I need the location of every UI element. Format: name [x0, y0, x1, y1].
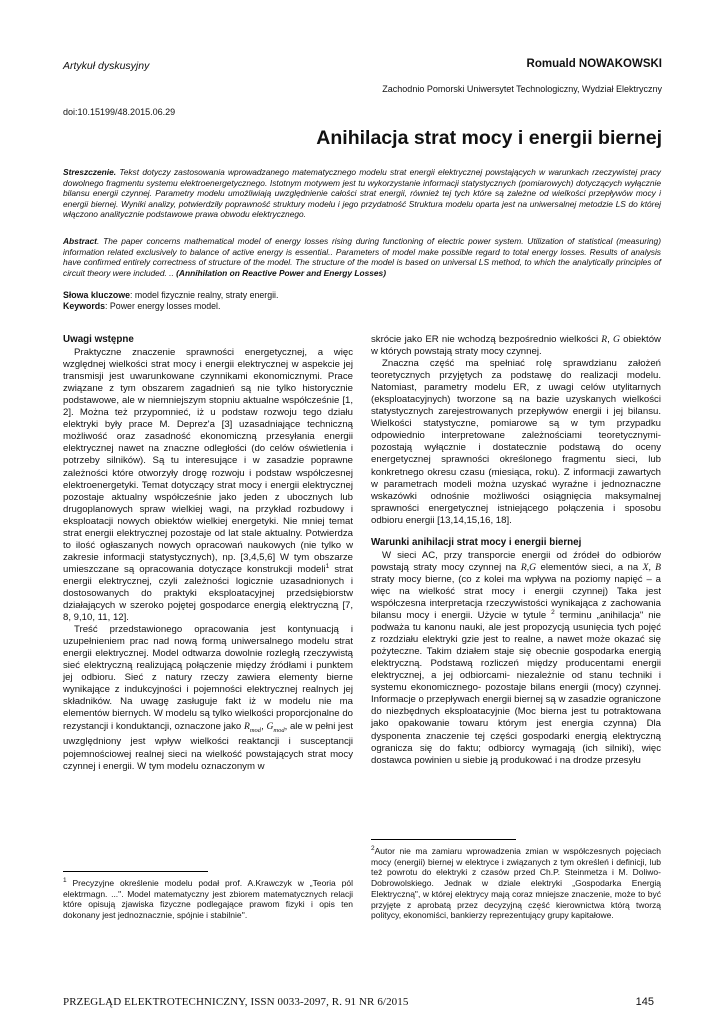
g-mod-symbol: $G_{mod}$: [266, 720, 285, 734]
keywords-en: [63, 301, 661, 313]
author-name: Romuald NOWAKOWSKI: [526, 58, 662, 70]
keywords-pl-label: Słowa kluczowe: [63, 290, 130, 300]
right-paragraph-2: W sieci AC, przy transporcie energii od źródeł do odbiorów powstają straty mocy czynnej na R,G elementów sieci, a na X, B straty mocy bierne, (co z kolei ma wpływa na poziomy napięć – a więc na wielkość strat mocy i energii czynnej) Taka jest współczesna interpretacja rzeczywistości wynikająca z zachowania bilansu mocy i energii. Użycie w tytule $^2$ terminu „anihilacja" nie podważa tu kanonu nauki, ale jest propozycją usunięcia tych pojęć z rozdziału elektryki gzie jest to realne, a nawet może okazać się pożyteczne. Takim działem staje się obecnie gospodarka energią elektryczną. Podstawą rozliczeń między producentami energii elektrycznej, a jej odbiorcami- niezależnie od stanu techniki i systemu ekonomicznego- pozostaje bilans energii (mocy) czynnej. Informacje o przepływach energii biernej są w zasadzie ograniczone do niezbędnych eksploatacyjnie (Moc bierna jest tu potraktowana jako opakowanie towaru którym jest energia czynna) Dla dysponenta znaczenie tej części gospodarki energią elektryczną ogranicza się do faktu; odbiorcy wymagają (ich silniki), więc dostawca powinien u siebie ją produkować i na drodze przesyłu: [371, 549, 661, 766]
journal-footer: PRZEGLĄD ELEKTROTECHNICZNY, ISSN 0033-2097, R. 91 NR 6/2015: [63, 996, 409, 1008]
intro-paragraph-1: Praktyczne znaczenie sprawności energetycznej, a więc względnej wielkości strat mocy i energii elektrycznej w aspekcie jej transmisji jest uwarunkowane czynnikami ekonomicznymi. Prace związane z tym obszarem zagadnień są nie tylko historycznie podstawowe, ale w niemniejszym stopniu aktualne współcześnie [1, 2]. Można też przypomnieć, iż u podstaw rozwoju tego działu elektryki były prace M. Deprez'a [3] uzasadniające techniczną możliwość oraz zasadność ekonomiczną przesyłania energii elektrycznej nawet na znaczne odległości (do celów oświetlenia i potrzeby silników). Są tu interesujące i w zasadzie poprawne zależności które otworzyły drogę rozwoju i podstaw współczesnej elektroenergetyki. Temat dotyczący strat mocy i energii elektrycznej pozostaje aktualny współcześnie jako jeden z ubocznych lub drugoplanowych spraw wielkiej wagi, na przykład rozbudowy i eksploatacji nowych obiektów wielkiej energetyki. Nie mniej temat strat energii elektrycznej pozostaje od lat stale aktualny. Potwierdza to ilość ogłaszanych nowych opracowań naukowych (nie tylko w zakresie informacji statystycznych), np. [3,4,5,6] W tym obszarze umieszczane są opracowania dotyczące konstrukcji modeli$^1$ strat energii elektrycznej, czyli zależności logicznie uzasadnionych i dostosowanych do praktyki eksploatacyjnej przedsiębiorstw działających w szeroko pojętej gospodarce energią elektryczną [7, 8, 9,10, 11, 12].: [63, 347, 354, 624]
footnote-ref-1: 1: [325, 562, 330, 570]
footnote-1-number: 1: [63, 877, 67, 885]
abstract-en-label: Abstract: [63, 236, 97, 246]
r-mod-symbol: $R_{mod}$: [243, 720, 262, 734]
section-heading-intro: Uwagi wstępne: [63, 334, 134, 345]
footnote-rule-left: [63, 871, 208, 872]
doi: doi:10.15199/48.2015.06.29: [63, 107, 176, 117]
right-paragraph-1: Znaczna część ma spełniać rolę sprawdzianu założeń teoretycznych przyjętych za podstawę do realizacji modelu. Natomiast, parametry modelu ER, z uwagi celów utylitarnych (eksploatacyjnych) tworzone są na bazie uzyskanych wielkości statystycznych zarejestrowanych przepływów energii i jej bilansu. Wielkości statystyczne, pomiarowe są w tym przypadku odpowiednio interpretowane zależnościami teoretycznymi- pozostają wyłącznie i dostatecznie podstawą do oceny energetycznej sprawności określonego fragmentu sieci, lub konkretnego okresu czasu (miesiąca, roku). Z informacji zawartych w parametrach modeli można uzyskać wyraźne i jednoznaczne wskazówki odnośnie możliwości osiągnięcia maksymalnej sprawności energetycznej istniejącego połączenia i sposobu odbioru energii [13,14,15,16, 18].: [371, 358, 661, 526]
affiliation: Zachodnio Pomorski Uniwersytet Technologiczny, Wydział Elektryczny: [382, 84, 662, 94]
right-column: [371, 334, 661, 767]
abstract-pl-label: Streszczenie.: [63, 167, 117, 177]
paper-title: Anihilacja strat mocy i energii biernej: [316, 127, 662, 149]
keywords-pl: [63, 290, 661, 302]
keywords-pl-text: : model fizycznie realny, straty energii.: [129, 290, 279, 300]
abstract-en: [63, 236, 661, 278]
abstract-en-text: . The paper concerns mathematical model of energy losses rising during functioning of electric power system. Utilization of statistical (measuring) information related exclusively to balance of active energy is essential.. Parameters of model make possible regard to total energy losses. Results of analysis have confirmed entirely correctness of structure of the model. The structure of the model is based on universal LS method, to which the analytically principles of circuit theory were included. ..: [63, 236, 661, 278]
footnote-2: $^2$Autor nie ma zamiaru wprowadzenia zmian w współczesnych pojęciach mocy (energii) biernej w elektryce i związanych z tym określeń i definicji, lub też powrotu do elektryki z czasów przed Ch.P. Steinmetza i M. Doliwo- Dobrowolskiego. Jednak w dziale elektryki „Gospodarka Energią Elektryczną", w której elektrycy mają coraz mniejsze znaczenie, może to być przyjęte z aprobatą przez decyzyjną część kierownictwa którą tworzą politycy, ekonomiści, bankierzy reprezentujący grupy kapitałowe.: [371, 845, 661, 921]
abstract-pl: [63, 167, 661, 220]
keywords-en-label: Keywords: [63, 301, 106, 311]
footnote-rule-right: [371, 839, 516, 840]
footnote-ref-2: 2: [551, 608, 555, 616]
abstract-en-title: (Annihilation on Reactive Power and Energy Losses): [176, 267, 387, 278]
page-number: 145: [635, 996, 654, 1008]
section-heading-annihilation: Warunki anihilacji strat mocy i energii biernej: [371, 536, 582, 548]
left-column: [63, 334, 353, 773]
intro-paragraph-2: Treść przedstawionego opracowania jest kontynuacją i uzupełnieniem prac nad nową formą uniwersalnego modelu strat energii elektrycznej. Model odtwarza dowolnie rozległą rzeczywistą sieć elektryczną realizującą połączenie między źródłami i punktem jej odbioru. Sieć z natury rzeczy zawiera elementy bierne wynikające z indukcyjności i pojemności elektrycznej realnych jej składników. Na uwagę zasługuje fakt iż w modelu nie ma elementów biernych. W modelu są tylko wielkości proporcjonalne do rezystancji i konduktancji, oznaczone jako $R_{mod}$, $G_{mod}$, ale w pełni jest uwzględniony jest wpływ wielkości reaktancji i susceptancji pojemnościowej realnej sieci na wielkość powstających strat mocy czynnej i energii. W tym modelu oznaczonym w: [63, 624, 353, 772]
abstract-pl-text: Tekst dotyczy zastosowania wprowadzanego matematycznego modelu strat energii elektrycznej powstających w warunkach rzeczywistej pracy dowolnego fragmentu systemu elektroenergetycznego. Istotnym motywem jest tu wykorzystanie informacji statystycznych (pomiarowych) dotyczących wyłącznie bilansu energii czynnej. Parametry modelu umożliwiają uwzględnienie całości strat energii, również tej tych które są zależne od wielkości przepływów mocy i energii biernej. Wyniki analizy, potwierdziły poprawność struktury modelu i jego przydatność Struktura modelu oparta jest na uniwersalnej metodzie LS do której włączono analitycznie podstawowe prawa obwodu elektrycznego.: [63, 167, 661, 220]
footnote-1: $^1$ Precyzyjne określenie modelu podał prof. A.Krawczyk w „Teoria pól elektrmagn. ...". Model matematyczny jest zbiorem matematycznych relacji które opisują zjawiska fizyczne podlegające prawom fizyki i opis ten dokonany jest jednoznacznie, spójnie i stabilnie''.: [63, 877, 353, 921]
right-paragraph-0: skrócie jako ER nie wchodzą bezpośrednio wielkości R, G obiektów w których powstają straty mocy czynnej.: [371, 334, 661, 358]
keywords-en-text: : Power energy losses model.: [105, 301, 221, 311]
article-type: Artykuł dyskusyjny: [63, 60, 150, 72]
footnote-2-number: 2: [371, 845, 375, 853]
